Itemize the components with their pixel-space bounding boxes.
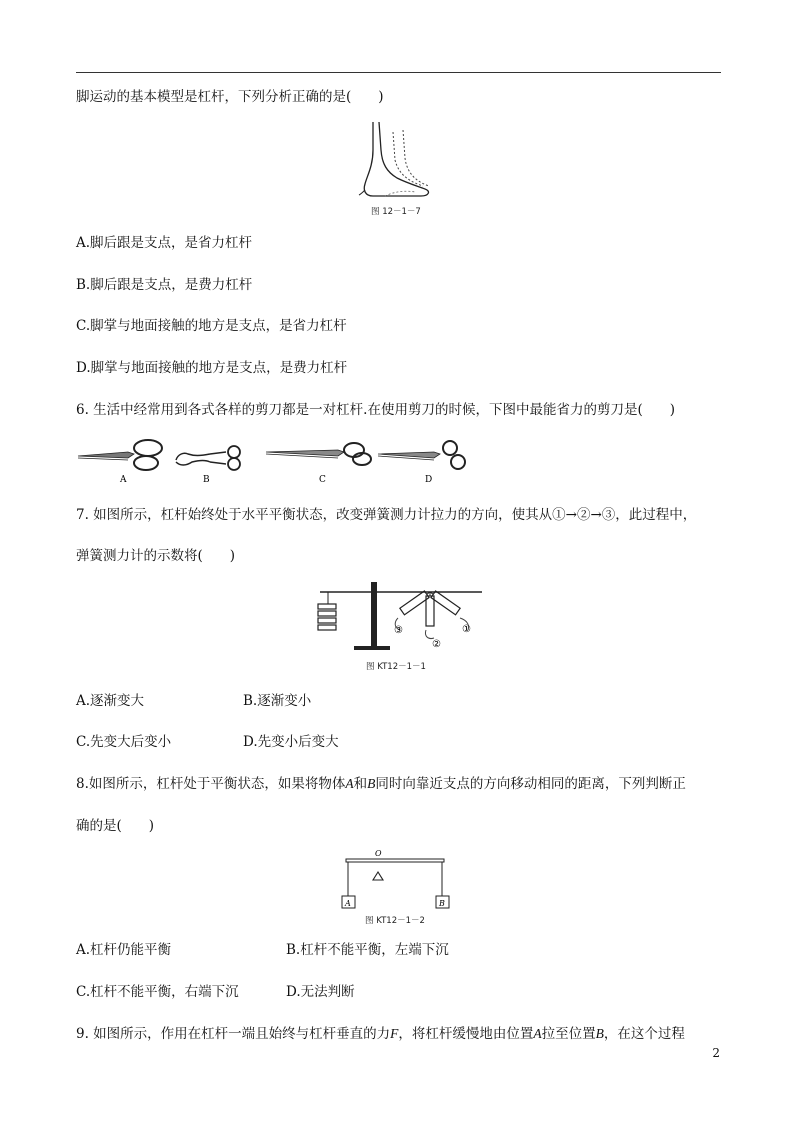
scissor-label-c: C xyxy=(319,475,326,485)
q8-option-d: D.无法判断 xyxy=(286,984,355,1000)
q7-option-b: B.逐渐变小 xyxy=(243,693,312,709)
q7-figure-caption: 图 KT12－1－1 xyxy=(366,662,426,672)
page-number: 2 xyxy=(712,1046,720,1060)
q7-option-a: A.逐渐变大 xyxy=(76,693,145,709)
q7-option-c: C.先变大后变小 xyxy=(76,734,172,750)
q5-figure-caption: 图 12－1－7 xyxy=(371,207,421,217)
q6-stem: 6. 生活中经常用到各式各样的剪刀都是一对杠杆.在使用剪刀的时候，下图中最能省力的剪刀是( ) xyxy=(76,402,675,418)
scissor-a-icon xyxy=(78,440,162,470)
marker-3: ③ xyxy=(394,625,403,636)
foot-figure xyxy=(355,120,441,200)
q5-option-b: B.脚后跟是支点，是费力杠杆 xyxy=(76,277,253,293)
q8-option-b: B.杠杆不能平衡，左端下沉 xyxy=(286,942,449,958)
scissor-label-d: D xyxy=(425,475,433,485)
box-label-a: A xyxy=(345,899,351,908)
marker-1: ① xyxy=(462,624,471,635)
scissor-b-icon xyxy=(176,446,240,470)
q5-option-c: C.脚掌与地面接触的地方是支点，是省力杠杆 xyxy=(76,318,347,334)
scissor-d-icon xyxy=(378,441,465,469)
q8-option-a: A.杠杆仍能平衡 xyxy=(76,942,172,958)
scissor-c-icon xyxy=(266,443,371,465)
q7-stem-line2: 弹簧测力计的示数将( ) xyxy=(76,548,236,564)
q5-option-d: D.脚掌与地面接触的地方是支点，是费力杠杆 xyxy=(76,360,348,376)
scissor-label-b: B xyxy=(203,475,210,485)
header-rule xyxy=(76,72,721,73)
scissors-figure xyxy=(76,432,486,486)
lever-spring-scale-figure xyxy=(310,578,490,656)
lever-balance-figure xyxy=(338,844,458,912)
q7-option-d: D.先变小后变大 xyxy=(243,734,339,750)
q5-option-a: A.脚后跟是支点，是省力杠杆 xyxy=(76,235,253,251)
q7-stem-line1: 7. 如图所示，杠杆始终处于水平平衡状态，改变弹簧测力计拉力的方向，使其从①→②→③，此过程中， xyxy=(76,507,697,523)
q9-stem: 9. 如图所示，作用在杠杆一端且始终与杠杆垂直的力F，将杠杆缓慢地由位置A拉至位置B，在这个过程 xyxy=(76,1026,685,1042)
box-label-b: B xyxy=(439,899,445,908)
q8-figure-caption: 图 KT12－1－2 xyxy=(365,916,425,926)
q8-stem-line1: 8.如图所示，杠杆处于平衡状态，如果将物体A和B同时向靠近支点的方向移动相同的距离，下列判断正 xyxy=(76,776,686,792)
q5-stem: 脚运动的基本模型是杠杆，下列分析正确的是( ) xyxy=(76,89,384,105)
q8-stem-line2: 确的是( ) xyxy=(76,818,155,834)
q8-option-c: C.杠杆不能平衡，右端下沉 xyxy=(76,984,239,1000)
marker-2: ② xyxy=(432,639,441,650)
pivot-label-o: O xyxy=(375,849,382,858)
scissor-label-a: A xyxy=(120,475,127,485)
